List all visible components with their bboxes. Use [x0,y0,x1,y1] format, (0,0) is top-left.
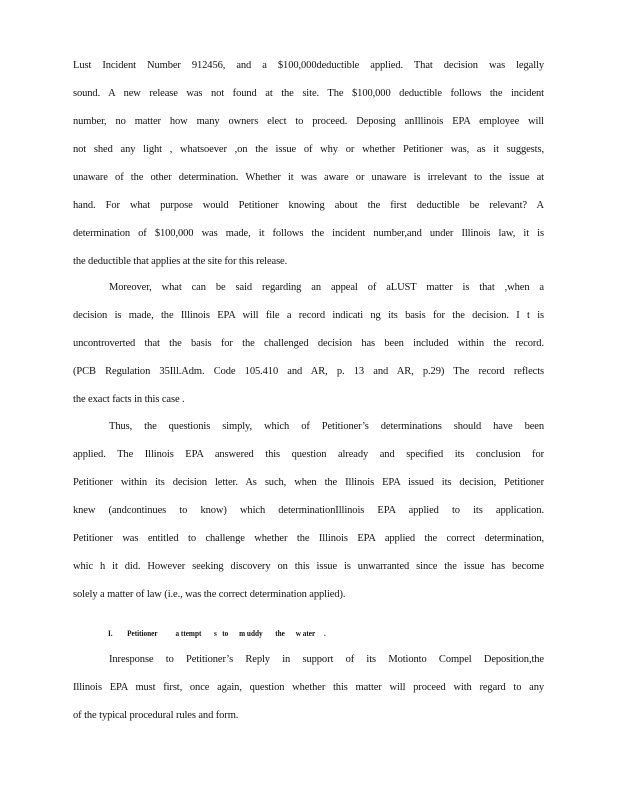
paragraph-line: applied. The Illinois EPA answered this question already and specified its conclusion for [73,449,544,460]
paragraph-line: the deductible that applies at the site for this release. [73,256,288,267]
paragraph-line: the exact facts in this case . [73,394,185,405]
paragraph-line: solely a matter of law (i.e., was the correct determination applied). [73,589,346,600]
paragraph-line: Petitioner within its decision letter. As such, when the Illinois EPA issued its decision, Petitioner [73,477,544,488]
section-heading: I. Petitioner a ttempt s to m uddy the w ater . [108,628,326,638]
paragraph-line: whic h it did. However seeking discovery on this issue is unwarranted since the issue has become [73,561,544,572]
paragraph-line: (PCB Regulation 35Ill.Adm. Code 105.410 and AR, p. 13 and AR, p.29) The record reflects [73,366,544,377]
paragraph-line: sound. A new release was not found at the site. The $100,000 deductible follows the incident [73,88,544,99]
paragraph-line: Thus, the questionis simply, which of Petitioner’s determinations should have been [109,421,544,432]
paragraph-line: Inresponse to Petitioner’s Reply in support of its Motionto Compel Deposition,the [109,654,544,665]
paragraph-line: number, no matter how many owners elect to proceed. Deposing anIllinois EPA employee will [73,116,544,127]
paragraph-line: knew (andcontinues to know) which determinationIllinois EPA applied to its application. [73,505,544,516]
paragraph-line: hand. For what purpose would Petitioner knowing about the first deductible be relevant? A [73,200,544,211]
paragraph-line: decision is made, the Illinois EPA will file a record indicati ng its basis for the decision. I t is [73,310,544,321]
paragraph-line: unaware of the other determination. Whether it was aware or unaware is irrelevant to the issue at [73,172,544,183]
paragraph-line: of the typical procedural rules and form. [73,710,239,721]
paragraph-line: uncontroverted that the basis for the challenged decision has been included within the record. [73,338,544,349]
paragraph-line: not shed any light , whatsoever ,on the issue of why or whether Petitioner was, as it suggests, [73,144,544,155]
paragraph-line: Lust Incident Number 912456, and a $100,000deductible applied. That decision was legally [73,60,544,71]
paragraph-line: determination of $100,000 was made, it follows the incident number,and under Illinois law, it is [73,228,544,239]
paragraph-line: Petitioner was entitled to challenge whether the Illinois EPA applied the correct determination, [73,533,544,544]
paragraph-line: Illinois EPA must first, once again, question whether this matter will proceed with regard to any [73,682,544,693]
paragraph-line: Moreover, what can be said regarding an appeal of aLUST matter is that ,when a [109,282,544,293]
